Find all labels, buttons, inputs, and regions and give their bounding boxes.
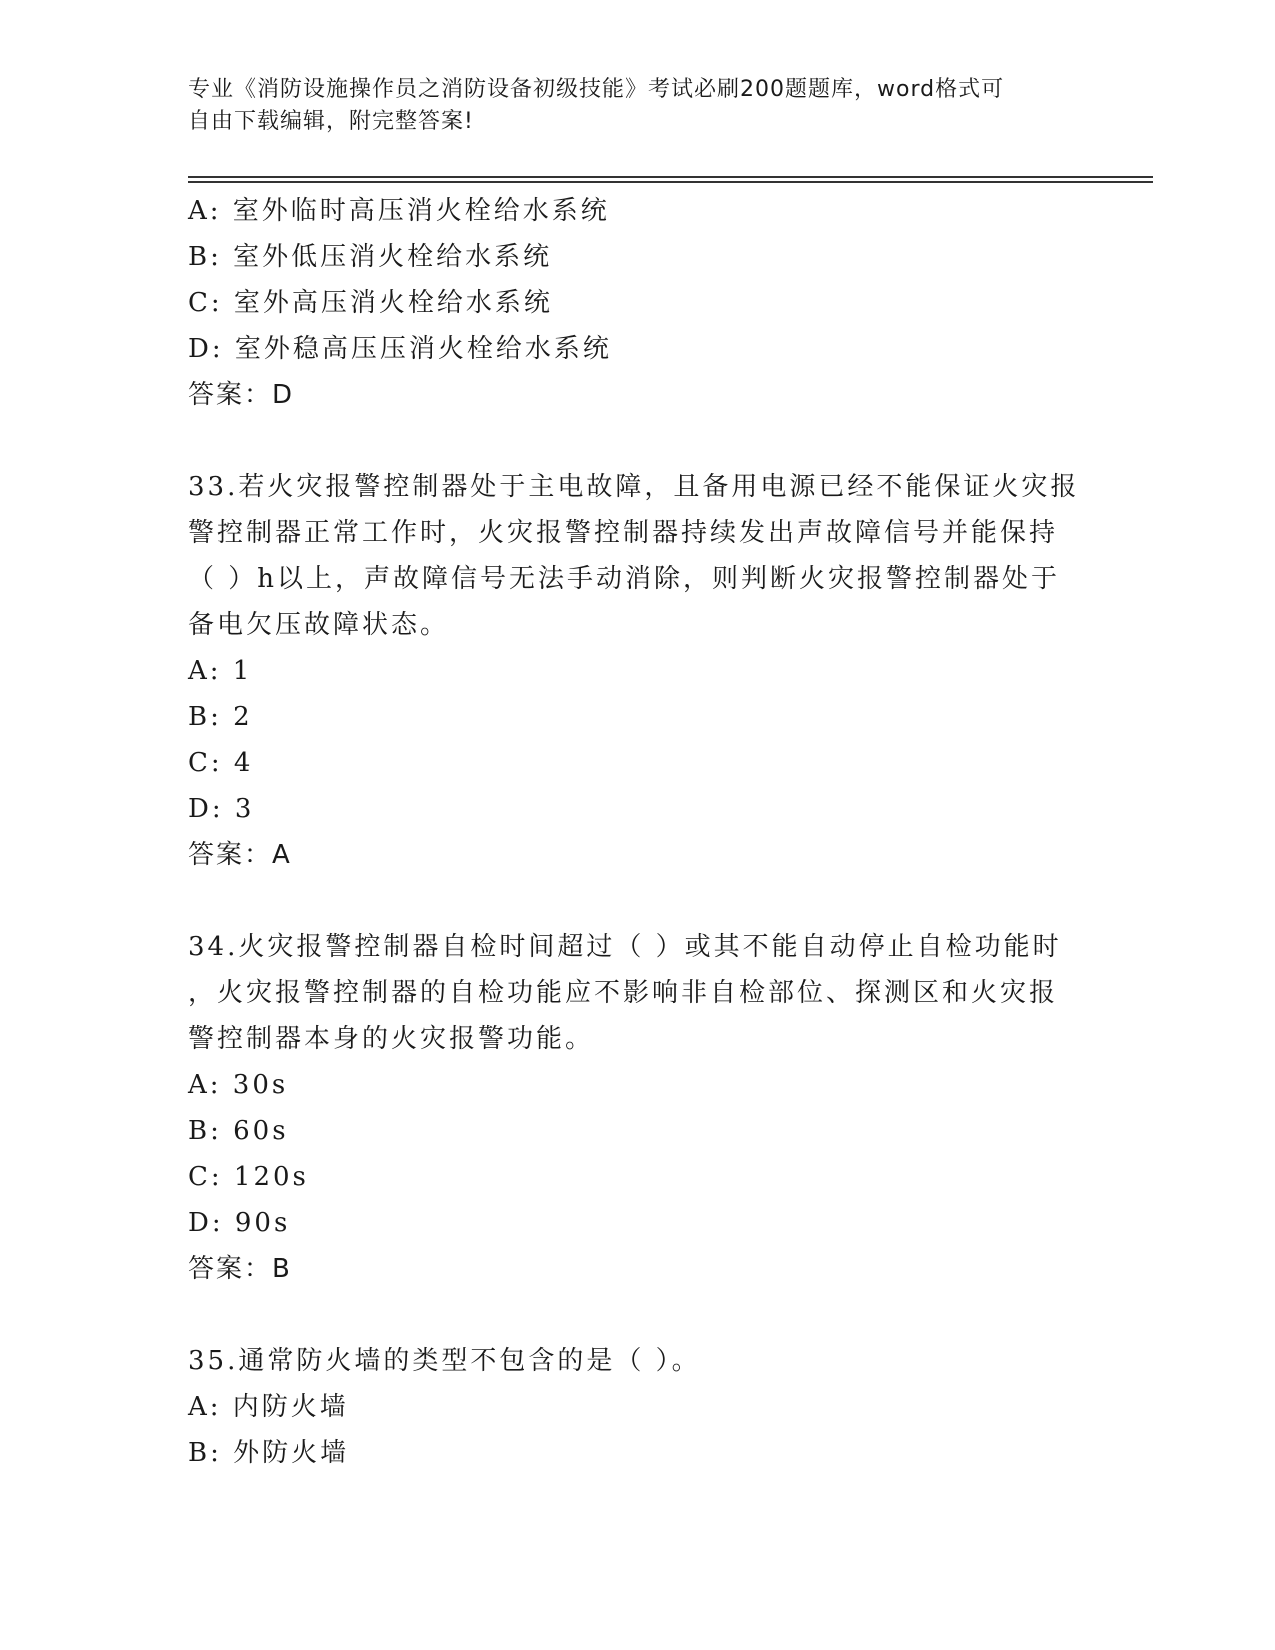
q32-option-c: C: 室外高压消火栓给水系统 bbox=[188, 288, 553, 318]
q34-option-a: A: 30s bbox=[188, 1070, 289, 1100]
q34-option-d: D: 90s bbox=[188, 1208, 291, 1238]
q33-option-d: D: 3 bbox=[188, 794, 255, 824]
q33-option-c: C: 4 bbox=[188, 748, 254, 778]
q35-option-a: A: 内防火墙 bbox=[188, 1392, 349, 1422]
q33-stem-line-1: 33.若火灾报警控制器处于主电故障，且备用电源已经不能保证火灾报 bbox=[188, 472, 1080, 502]
q33-stem-line-4: 备电欠压故障状态。 bbox=[188, 610, 450, 640]
header-line-1: 专业《消防设施操作员之消防设备初级技能》考试必刷200题题库，word格式可 bbox=[188, 77, 1005, 102]
q33-stem-line-3: （ ）h以上，声故障信号无法手动消除，则判断火灾报警控制器处于 bbox=[188, 564, 1061, 594]
q32-option-a: A: 室外临时高压消火栓给水系统 bbox=[188, 196, 610, 226]
q33-option-a: A: 1 bbox=[188, 656, 253, 686]
document-header bbox=[188, 74, 1068, 138]
q34-answer: 答案：B bbox=[188, 1254, 292, 1284]
q32-option-d: D: 室外稳高压压消火栓给水系统 bbox=[188, 334, 612, 364]
header-line-2: 自由下载编辑，附完整答案! bbox=[188, 109, 474, 134]
q34-stem-line-2: ，火灾报警控制器的自检功能应不影响非自检部位、探测区和火灾报 bbox=[188, 978, 1059, 1008]
q35-option-b: B: 外防火墙 bbox=[188, 1438, 350, 1468]
q34-stem-line-3: 警控制器本身的火灾报警功能。 bbox=[188, 1024, 595, 1054]
q34-stem-line-1: 34.火灾报警控制器自检时间超过（ ）或其不能自动停止自检功能时 bbox=[188, 932, 1062, 962]
q34-option-b: B: 60s bbox=[188, 1116, 289, 1146]
header-divider-top bbox=[188, 176, 1153, 178]
q32-option-b: B: 室外低压消火栓给水系统 bbox=[188, 242, 553, 272]
q32-answer: 答案：D bbox=[188, 380, 295, 410]
header-divider-bottom bbox=[188, 181, 1153, 183]
q34-option-c: C: 120s bbox=[188, 1162, 309, 1192]
q33-option-b: B: 2 bbox=[188, 702, 253, 732]
q33-answer: 答案：A bbox=[188, 840, 292, 870]
q33-stem-line-2: 警控制器正常工作时，火灾报警控制器持续发出声故障信号并能保持 bbox=[188, 518, 1059, 548]
q35-stem-line-1: 35.通常防火墙的类型不包含的是（ ）。 bbox=[188, 1346, 701, 1376]
